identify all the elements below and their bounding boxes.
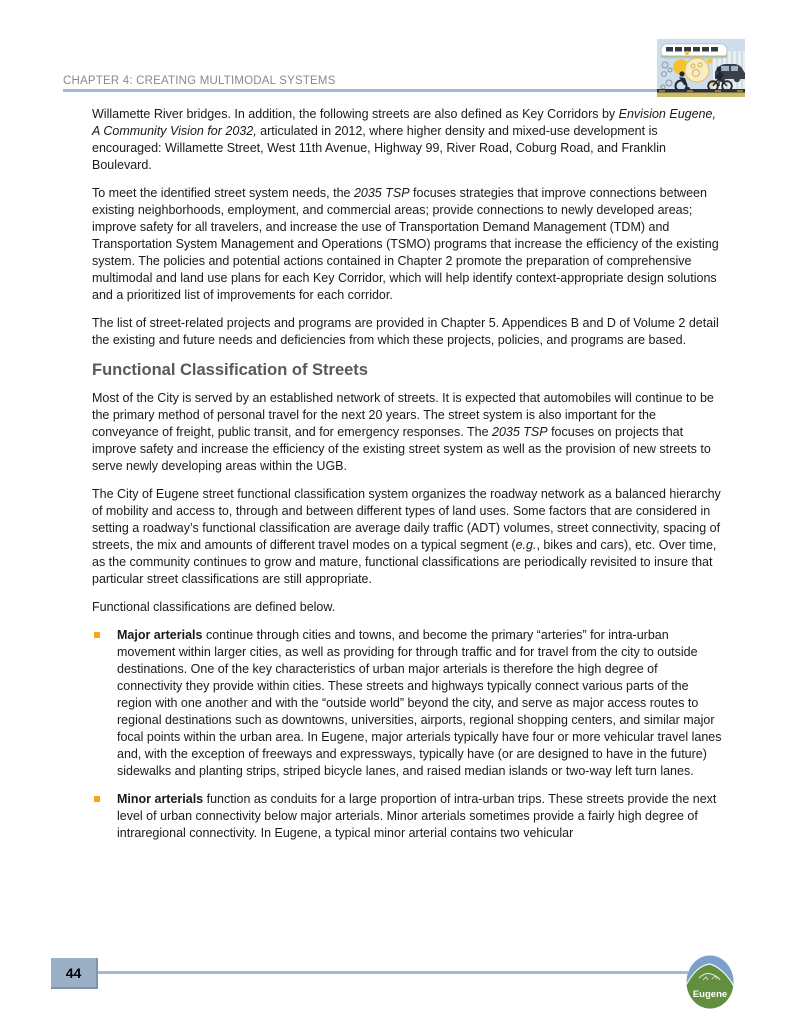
- paragraph-key-corridors: Willamette River bridges. In addition, the following streets are also defined as Key Corridors by Envision Eugene, A Community Vision for 2032, articulated in 2012, where higher density and mixed-use development is encouraged: Willamette Street, West 11th Avenue, Highway 99, River Road, Coburg Road, and Franklin Boulevard.: [92, 107, 716, 172]
- header-art-icon: [657, 39, 745, 97]
- multimodal-transport-illustration: [657, 39, 745, 97]
- train-icon: [661, 44, 727, 58]
- eugene-logo-icon: [686, 955, 734, 1009]
- header-divider-rule: [63, 89, 745, 92]
- paragraph-definitions-intro: Functional classifications are defined below.: [92, 600, 336, 614]
- page-number-badge: 44: [51, 958, 98, 989]
- page-body: [92, 106, 724, 853]
- footer-divider-rule: [98, 971, 688, 974]
- bullet-square-icon: [94, 796, 100, 802]
- bullet-square-icon: [94, 632, 100, 638]
- paragraph-street-system-needs: To meet the identified street system needs, the 2035 TSP focuses strategies that improve connections between existing neighborhoods, employment, and commercial areas; provide connections to newly developed areas; improve safety for all travelers, and increase the use of Transportation Demand Management (TDM) and Transportation System Management and Operations (TSMO) programs that increase the efficiency of the existing system. The policies and potential actions contained in Chapter 2 promote the preparation of comprehensive multimodal and land use plans for each Key Corridor, which will help identify context-appropriate design solutions and a prioritized list of improvements for each corridor.: [92, 186, 719, 302]
- classification-list: [92, 627, 724, 842]
- eugene-city-logo: [686, 955, 734, 1009]
- paragraph-project-list: The list of street-related projects and programs are provided in Chapter 5. Appendices B and D of Volume 2 detail the existing and future needs and deficiencies from which these projects, policies, and programs are based.: [92, 316, 719, 347]
- list-item-minor-arterials: Minor arterials function as conduits for a large proportion of intra-urban trips. These streets provide the next level of urban connectivity below major arterials. Minor arterials sometimes provide a fairly high degree of intraregional connectivity. In Eugene, a typical minor arterial contains two vehicular: [92, 791, 724, 842]
- paragraph-classification-system: The City of Eugene street functional classification system organizes the roadway network as a balanced hierarchy of mobility and access to, through and between different types of land uses. Some factors that are considered in setting a roadway’s functional classification are average daily traffic (ADT) volumes, street connectivity, spacing of streets, the mix and amounts of different travel modes on a typical segment (e.g., bikes and cars), etc. Over time, as the community continues to grow and mature, functional classifications are periodically revisited to insure that particular street classifications are still appropriate.: [92, 487, 721, 586]
- list-item-major-arterials: Major arterials continue through cities and towns, and become the primary “arteries” for intra-urban movement within larger cities, as well as providing for through traffic and for travel from the city to outside destinations. One of the key characteristics of urban major arterials is therefore the high degree of connectivity they provide within cities. These streets and highways typically connect various parts of the region with one another and with the “outside world” beyond the city, and serve as major access routes to regional destinations such as downtowns, universities, airports, regional shopping centers, and similar major focal points within the urban area. In Eugene, major arterials typically have four or more vehicular travel lanes and, with the exception of freeways and expressways, typically have (or are designed to have in the future) sidewalks and planting strips, striped bicycle lanes, and raised median islands or two-way left turn lanes.: [92, 627, 724, 780]
- chapter-header-label: CHAPTER 4: CREATING MULTIMODAL SYSTEMS: [63, 75, 336, 87]
- section-heading-functional-classification: Functional Classification of Streets: [92, 361, 368, 379]
- paragraph-city-network: Most of the City is served by an established network of streets. It is expected that automobiles will continue to be the primary method of personal travel for the next 20 years. The street system is also important for the conveyance of freight, public transit, and for emergency responses. The 2035 TSP focuses on projects that improve safety and increase the efficiency of the existing street system as well as the provision of new streets to serve newly developing areas within the UGB.: [92, 391, 714, 473]
- eugene-logo-text: Eugene: [692, 989, 728, 1000]
